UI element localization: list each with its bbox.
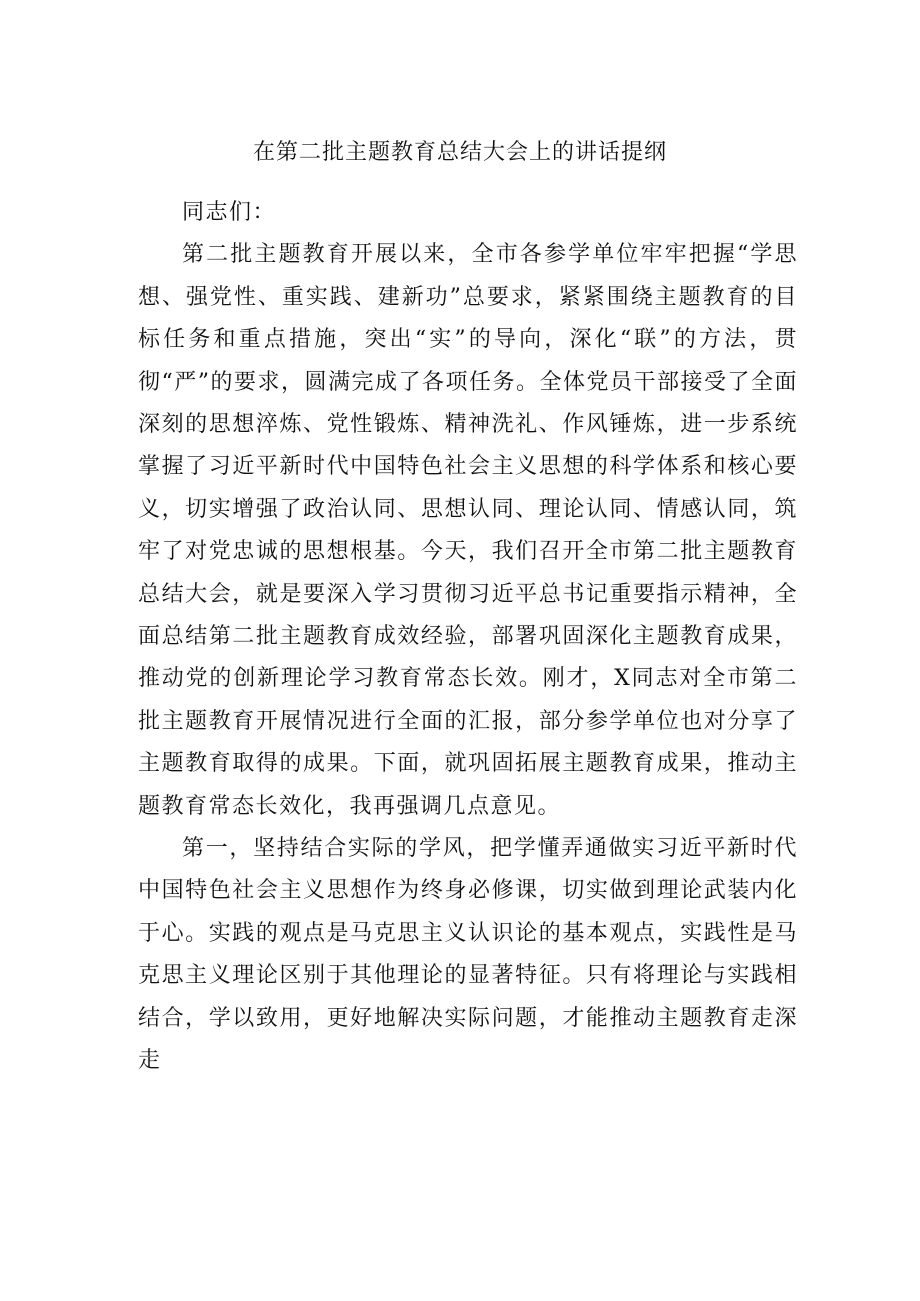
salutation: 同志们：	[182, 200, 277, 225]
paragraph-first-point: 第一，坚持结合实际的学风，把学懂弄通做实习近平新时代中国特色社会主义思想作为终身必修课，切实做到理论武装内化于心。实践的观点是马克思主义认识论的基本观点，实践性是马克思主义理论区别于其他理论的显著特征。只有将理论与实践相结合，学以致用，更好地解决实际问题，才能推动主题教育走深走	[138, 836, 798, 1074]
document-body	[138, 192, 798, 1083]
document-title: 在第二批主题教育总结大会上的讲话提纲	[252, 140, 667, 165]
paragraph-intro: 第二批主题教育开展以来，全市各参学单位牢牢把握“学思想、强党性、重实践、建新功”总要求，紧紧围绕主题教育的目标任务和重点措施，突出“实”的导向，深化“联”的方法，贯彻“严”的要求，圆满完成了各项任务。全体党员干部接受了全面深刻的思想淬炼、党性锻炼、精神洗礼、作风锤炼，进一步系统掌握了习近平新时代中国特色社会主义思想的科学体系和核心要义，切实增强了政治认同、思想认同、理论认同、情感认同，筑牢了对党忠诚的思想根基。今天，我们召开全市第二批主题教育总结大会，就是要深入学习贯彻习近平总书记重要指示精神，全面总结第二批主题教育成效经验，部署巩固深化主题教育成果，推动党的创新理论学习教育常态长效。刚才，X同志对全市第二批主题教育开展情况进行全面的汇报，部分参学单位也对分享了主题教育取得的成果。下面，就巩固拓展主题教育成果，推动主题教育常态长效化，我再强调几点意见。	[138, 242, 798, 819]
